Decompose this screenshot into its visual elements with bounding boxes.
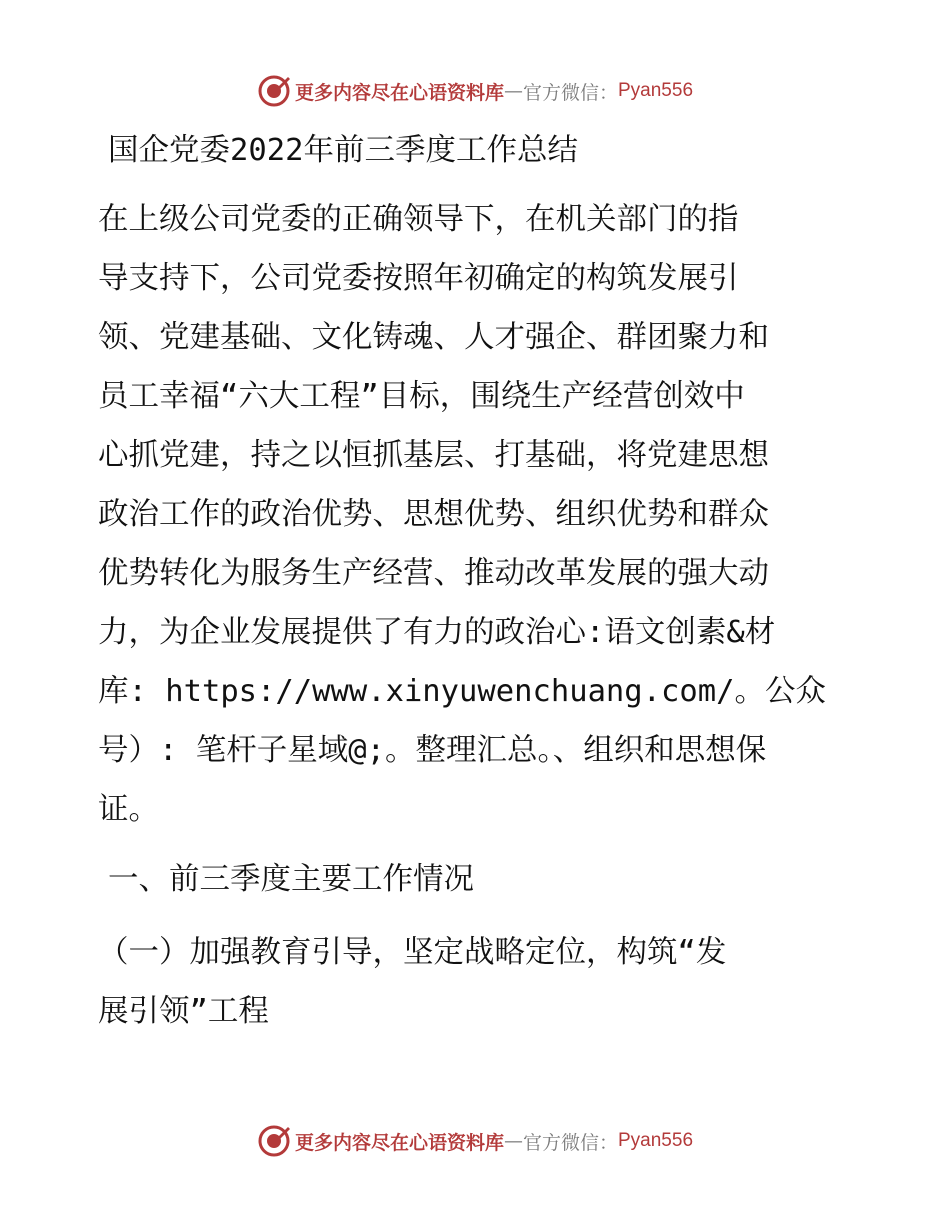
paragraph-line: 号）: 笔杆子星域@;。整理汇总。、组织和思想保 bbox=[98, 733, 767, 768]
subsection-heading bbox=[98, 923, 858, 1041]
banner-account: Pyan556 bbox=[618, 1130, 694, 1151]
document-title bbox=[108, 121, 868, 180]
pen-logo-icon bbox=[257, 1124, 291, 1158]
banner-main-text: 更多内容尽在心语资料库 bbox=[294, 1131, 504, 1154]
banner-account: Pyan556 bbox=[618, 80, 694, 101]
banner-wechat-label: 官方微信： bbox=[522, 1131, 618, 1154]
pen-logo-icon bbox=[257, 74, 291, 108]
paragraph-line: 库: https://www.xinyuwenchuang.com/。公众 bbox=[98, 674, 826, 709]
paragraph-line: 证。 bbox=[98, 792, 159, 827]
section-heading bbox=[108, 850, 868, 909]
header-banner bbox=[0, 71, 950, 111]
paragraph-line: 心抓党建，持之以恒抓基层、打基础，将党建思想 bbox=[98, 438, 769, 473]
paragraph-line: 导支持下，公司党委按照年初确定的构筑发展引 bbox=[98, 261, 739, 296]
paragraph-line: 力，为企业发展提供了有力的政治心:语文创素&材 bbox=[98, 615, 776, 650]
paragraph-line: 政治工作的政治优势、思想优势、组织优势和群众 bbox=[98, 497, 769, 532]
banner-separator: — bbox=[503, 1130, 523, 1152]
paragraph-line: 领、党建基础、文化铸魂、人才强企、群团聚力和 bbox=[98, 320, 769, 355]
banner-separator: — bbox=[503, 80, 523, 102]
banner-main-text: 更多内容尽在心语资料库 bbox=[294, 81, 504, 104]
paragraph-line: 员工幸福“六大工程”目标，围绕生产经营创效中 bbox=[98, 379, 745, 414]
section-heading-text: 一、前三季度主要工作情况 bbox=[108, 862, 474, 897]
subsection-line: 展引领”工程 bbox=[98, 994, 269, 1029]
banner-wechat-label: 官方微信： bbox=[522, 81, 618, 104]
intro-paragraph bbox=[98, 190, 858, 839]
title-text: 国企党委2022年前三季度工作总结 bbox=[108, 133, 578, 168]
subsection-line: （一）加强教育引导，坚定战略定位，构筑“发 bbox=[98, 935, 727, 970]
footer-banner bbox=[0, 1121, 950, 1161]
paragraph-line: 在上级公司党委的正确领导下，在机关部门的指 bbox=[98, 202, 739, 237]
paragraph-line: 优势转化为服务生产经营、推动改革发展的强大动 bbox=[98, 556, 769, 591]
